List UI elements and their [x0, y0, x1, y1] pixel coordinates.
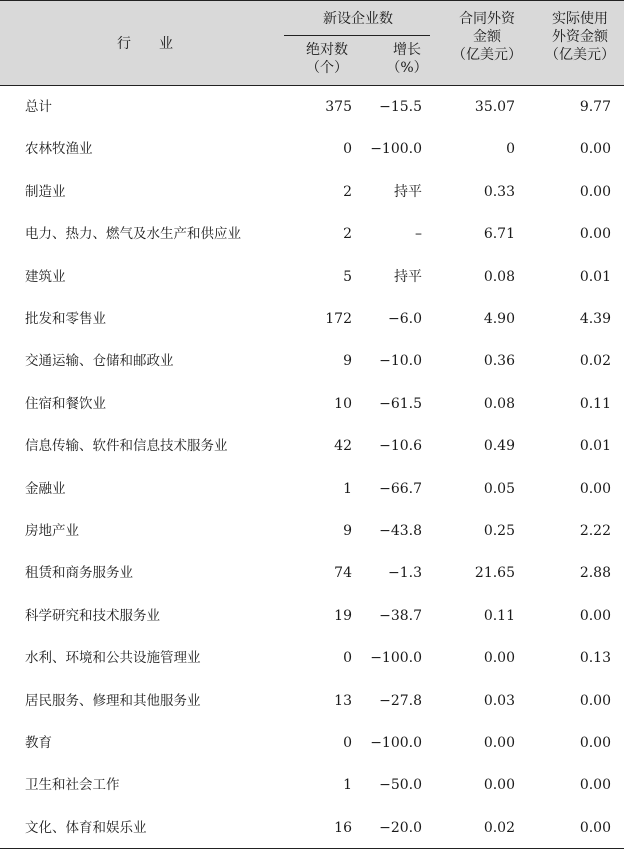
actual-amount-cell: 0.11 — [579, 395, 611, 412]
contract-amount-cell: 0.05 — [483, 480, 515, 497]
actual-amount-cell: 4.39 — [579, 311, 611, 327]
actual-amount-cell: 0.00 — [579, 226, 611, 243]
contract-amount-cell: 0.02 — [483, 819, 515, 836]
header-new-enterprises: 新设企业数 — [323, 11, 393, 27]
table-row — [0, 171, 624, 213]
count-cell: 1 — [343, 480, 352, 497]
count-cell: 0 — [343, 650, 352, 667]
table-row — [0, 510, 624, 552]
count-cell: 10 — [334, 395, 352, 412]
industry-cell: 建筑业 — [25, 268, 66, 285]
contract-amount-cell: 21.65 — [474, 565, 515, 582]
industry-cell: 科学研究和技术服务业 — [25, 607, 160, 624]
actual-amount-cell: 0.13 — [579, 650, 611, 667]
table-row — [0, 298, 624, 340]
count-cell: 0 — [343, 141, 352, 158]
header-growth — [372, 41, 442, 77]
growth-cell: −50.0 — [379, 777, 422, 794]
actual-amount-cell: 0.00 — [579, 735, 611, 751]
contract-amount-cell: 0.36 — [483, 353, 515, 370]
table-row — [0, 764, 624, 806]
contract-amount-cell: 0.00 — [483, 650, 515, 667]
contract-amount-cell: 0 — [506, 141, 515, 158]
growth-cell: −6.0 — [388, 311, 422, 327]
header-group-rule — [284, 35, 430, 36]
count-cell: 42 — [334, 438, 352, 455]
header-industry: 行 业 — [117, 36, 173, 52]
contract-amount-cell: 35.07 — [474, 99, 515, 115]
table-row — [0, 213, 624, 255]
table-row — [0, 86, 624, 128]
header-growth-line2: （%） — [386, 60, 428, 76]
header-actual-line1: 实际使用 — [552, 11, 608, 27]
table-row — [0, 680, 624, 722]
growth-cell: −1.3 — [388, 565, 422, 582]
industry-cell: 文化、体育和娱乐业 — [25, 819, 147, 836]
header-contract-line1: 合同外资 — [459, 11, 515, 27]
growth-cell: −27.8 — [379, 692, 422, 709]
count-cell: 9 — [343, 353, 352, 370]
industry-cell: 交通运输、仓储和邮政业 — [25, 353, 174, 370]
header-growth-line1: 增长 — [393, 42, 421, 58]
table-row — [0, 256, 624, 298]
industry-cell: 居民服务、修理和其他服务业 — [25, 692, 201, 709]
count-cell: 2 — [343, 226, 352, 243]
table-row — [0, 807, 624, 849]
industry-cell: 制造业 — [25, 183, 66, 200]
growth-cell: 持平 — [394, 183, 422, 200]
count-cell: 375 — [325, 99, 352, 115]
actual-amount-cell: 2.88 — [579, 565, 611, 582]
table-row — [0, 340, 624, 382]
header-actual-line2: 外资金额 — [552, 29, 608, 45]
count-cell: 0 — [343, 735, 352, 751]
table-row — [0, 383, 624, 425]
count-cell: 13 — [334, 692, 352, 709]
count-cell: 172 — [325, 311, 352, 327]
table-row — [0, 468, 624, 510]
count-cell: 9 — [343, 523, 352, 539]
contract-amount-cell: 4.90 — [483, 311, 515, 327]
industry-cell: 房地产业 — [25, 523, 79, 539]
header-count-line2: （个） — [306, 60, 348, 76]
contract-amount-cell: 0.49 — [483, 438, 515, 455]
growth-cell: −38.7 — [379, 607, 422, 624]
actual-amount-cell: 9.77 — [579, 99, 611, 115]
actual-amount-cell: 2.22 — [579, 523, 611, 539]
contract-amount-cell: 0.00 — [483, 735, 515, 751]
count-cell: 19 — [334, 607, 352, 624]
industry-cell: 住宿和餐饮业 — [25, 395, 106, 412]
actual-amount-cell: 0.00 — [579, 141, 611, 158]
contract-amount-cell: 0.11 — [483, 607, 515, 624]
header-contract-line2: 金额 — [473, 29, 501, 45]
count-cell: 74 — [334, 565, 352, 582]
table-row — [0, 595, 624, 637]
count-cell: 2 — [343, 183, 352, 200]
industry-cell: 信息传输、软件和信息技术服务业 — [25, 438, 228, 455]
growth-cell: −66.7 — [379, 480, 422, 497]
table-row — [0, 722, 624, 764]
table-header — [0, 0, 624, 86]
contract-amount-cell: 0.08 — [483, 268, 515, 285]
actual-amount-cell: 0.00 — [579, 607, 611, 624]
industry-cell: 卫生和社会工作 — [25, 777, 120, 794]
actual-amount-cell: 0.01 — [579, 438, 611, 455]
header-contract — [442, 10, 532, 64]
count-cell: 16 — [334, 819, 352, 836]
header-count-line1: 绝对数 — [306, 42, 348, 58]
growth-cell: −10.6 — [379, 438, 422, 455]
growth-cell: −43.8 — [379, 523, 422, 539]
industry-cell: 农林牧渔业 — [25, 141, 93, 158]
table-row — [0, 552, 624, 594]
table-row — [0, 425, 624, 467]
industry-cell: 金融业 — [25, 480, 66, 497]
growth-cell: −100.0 — [370, 735, 422, 751]
count-cell: 1 — [343, 777, 352, 794]
count-cell: 5 — [343, 268, 352, 285]
growth-cell: −10.0 — [379, 353, 422, 370]
contract-amount-cell: 0.08 — [483, 395, 515, 412]
industry-cell: 电力、热力、燃气及水生产和供应业 — [25, 226, 241, 243]
header-actual — [535, 10, 624, 64]
table-row — [0, 637, 624, 679]
industry-cell: 批发和零售业 — [25, 311, 106, 327]
growth-cell: −15.5 — [379, 99, 422, 115]
actual-amount-cell: 0.00 — [579, 183, 611, 200]
growth-cell: – — [415, 226, 422, 243]
industry-cell: 水利、环境和公共设施管理业 — [25, 650, 201, 667]
table-row — [0, 128, 624, 170]
actual-amount-cell: 0.00 — [579, 480, 611, 497]
actual-amount-cell: 0.00 — [579, 819, 611, 836]
industry-cell: 教育 — [25, 735, 52, 751]
contract-amount-cell: 0.25 — [483, 523, 515, 539]
contract-amount-cell: 0.00 — [483, 777, 515, 794]
growth-cell: −100.0 — [370, 650, 422, 667]
actual-amount-cell: 0.00 — [579, 692, 611, 709]
contract-amount-cell: 0.33 — [483, 183, 515, 200]
growth-cell: 持平 — [394, 268, 422, 285]
actual-amount-cell: 0.02 — [579, 353, 611, 370]
header-count — [292, 41, 362, 77]
header-actual-line3: （亿美元） — [545, 47, 615, 63]
growth-cell: −20.0 — [379, 819, 422, 836]
contract-amount-cell: 0.03 — [483, 692, 515, 709]
industry-cell: 总计 — [25, 99, 52, 115]
actual-amount-cell: 0.01 — [579, 268, 611, 285]
industry-cell: 租赁和商务服务业 — [25, 565, 133, 582]
growth-cell: −100.0 — [370, 141, 422, 158]
growth-cell: −61.5 — [379, 395, 422, 412]
table-bottom-rule — [0, 848, 624, 849]
actual-amount-cell: 0.00 — [579, 777, 611, 794]
header-contract-line3: （亿美元） — [452, 47, 522, 63]
contract-amount-cell: 6.71 — [483, 226, 515, 243]
